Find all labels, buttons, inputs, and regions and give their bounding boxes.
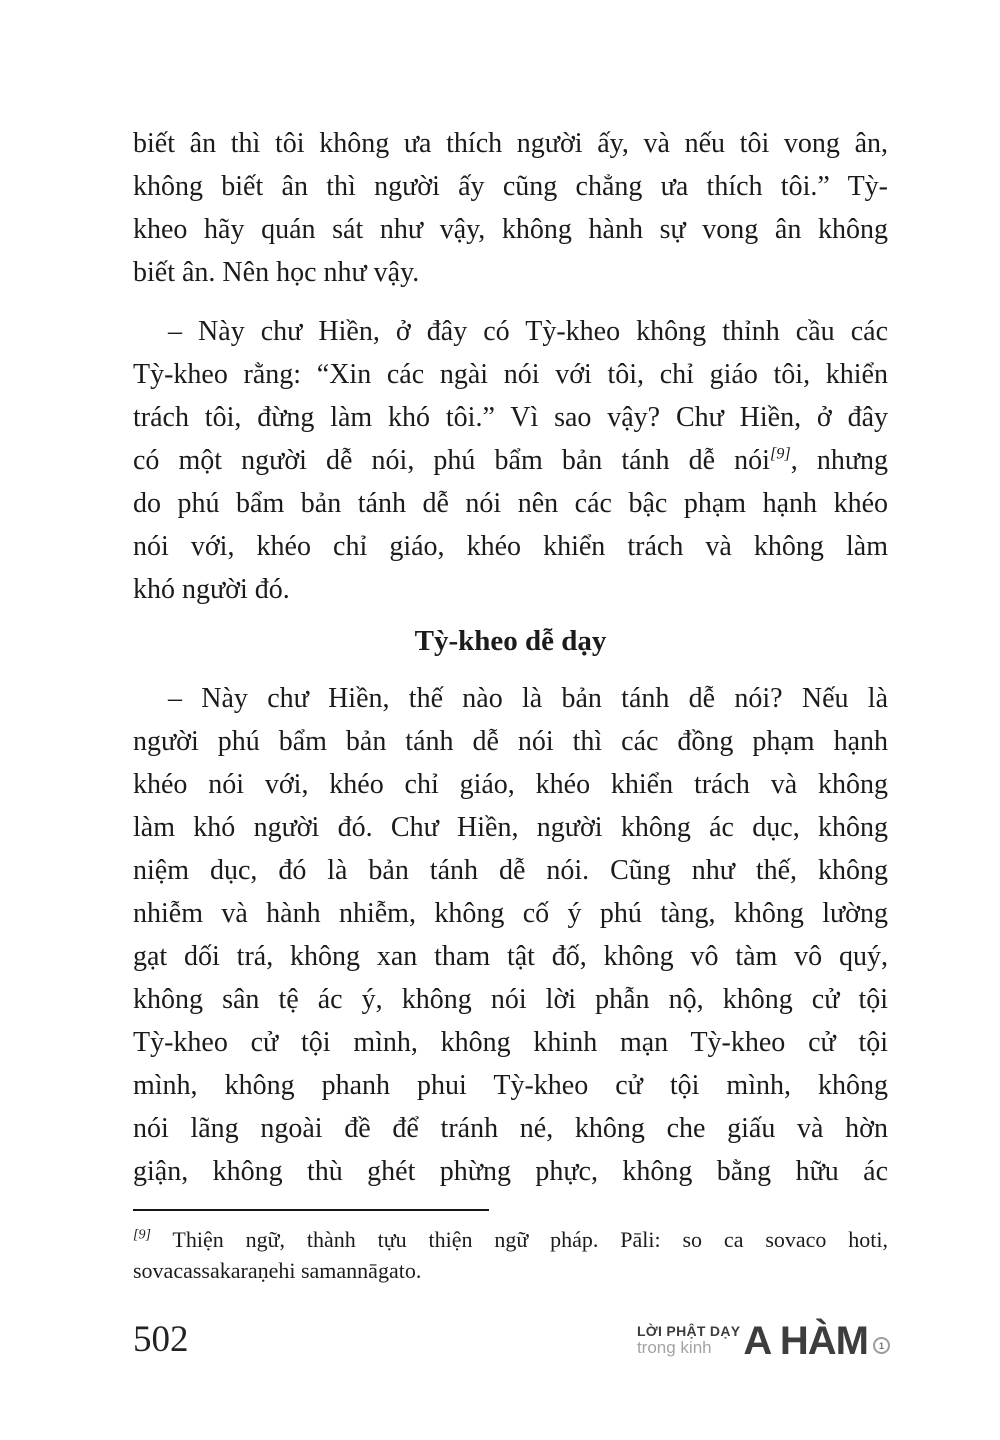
footnote-line: sovacassakaraṇehi samannāgato. [133, 1258, 422, 1283]
text-line: – Này chư Hiền, ở đây có Tỳ-kheo không thỉnh cầu các [168, 316, 888, 347]
text-line: nói với, khéo chỉ giáo, khéo khiển trách và không làm [133, 531, 888, 562]
text-line: nhiễm và hành nhiễm, không cố ý phú tàng, không lường [133, 898, 888, 929]
logo-subtitle: trong kinh [636, 1338, 712, 1357]
text-line-with-footnote-ref [133, 439, 888, 482]
text-line: niệm dục, đó là bản tánh dễ nói. Cũng như thế, không [133, 855, 888, 886]
footnote-text: Thiện ngữ, thành tựu thiện ngữ pháp. Pāli: so ca sovaco hoti, [172, 1227, 889, 1252]
text-line: không biết ân thì người ấy cũng chẳng ưa thích tôi.” Tỳ- [133, 171, 888, 202]
text-line: Tỳ-kheo cử tội mình, không khinh mạn Tỳ-kheo cử tội [133, 1027, 888, 1058]
paragraph-1 [133, 122, 888, 294]
section-heading: Tỳ-kheo dễ dạy [414, 625, 607, 657]
text-line: biết ân. Nên học như vậy. [133, 257, 420, 288]
logo-main-title: A HÀM [743, 1319, 868, 1363]
footnote-reference: [9] [769, 444, 791, 463]
text-segment: có một người dễ nói, phú bẩm bản tánh dễ nói [133, 445, 770, 476]
paragraph-3 [133, 677, 888, 1193]
logo-text-stack [637, 1324, 740, 1358]
text-line: khó người đó. [133, 574, 290, 605]
text-line: không sân tệ ác ý, không nói lời phẫn nộ, không cử tội [133, 984, 888, 1015]
text-line: khéo nói với, khéo chỉ giáo, khéo khiển trách và không [133, 769, 888, 800]
text-segment: , nhưng [790, 445, 888, 476]
text-line: nói lãng ngoài đề để tránh né, không che giấu và hờn [133, 1113, 888, 1144]
text-line: làm khó người đó. Chư Hiền, người không ác dục, không [133, 812, 888, 843]
footnote-area [133, 1209, 888, 1286]
text-line: kheo hãy quán sát như vậy, không hành sự vong ân không [133, 214, 888, 245]
text-line: giận, không thù ghét phừng phực, không bằng hữu ác [133, 1156, 888, 1187]
text-line: do phú bẩm bản tánh dễ nói nên các bậc phạm hạnh khéo [133, 488, 888, 519]
paragraph-2 [133, 310, 888, 611]
page-footer [133, 1318, 890, 1362]
text-line: gạt dối trá, không xan tham tật đố, không vô tàm vô quý, [133, 941, 888, 972]
text-line: Tỳ-kheo rằng: “Xin các ngài nói với tôi, chỉ giáo tôi, khiển [133, 359, 888, 390]
text-line: trách tôi, đừng làm khó tôi.” Vì sao vậy? Chư Hiền, ở đây [133, 402, 888, 433]
text-block [133, 122, 888, 1193]
footnote-line [133, 1224, 888, 1255]
publisher-logo [636, 1318, 890, 1363]
footnote-marker: [9] [133, 1227, 151, 1243]
page-number: 502 [133, 1319, 189, 1360]
text-line: biết ân thì tôi không ưa thích người ấy, và nếu tôi vong ân, [133, 128, 888, 159]
volume-badge-icon: 1 [873, 1337, 890, 1354]
logo-title: LỜI PHẬT DẠY [636, 1323, 741, 1339]
text-line: người phú bẩm bản tánh dễ nói thì các đồng phạm hạnh [133, 726, 888, 757]
footnote-separator [133, 1209, 489, 1211]
text-line: mình, không phanh phui Tỳ-kheo cử tội mình, không [133, 1070, 888, 1101]
text-line: – Này chư Hiền, thế nào là bản tánh dễ nói? Nếu là [168, 683, 888, 714]
